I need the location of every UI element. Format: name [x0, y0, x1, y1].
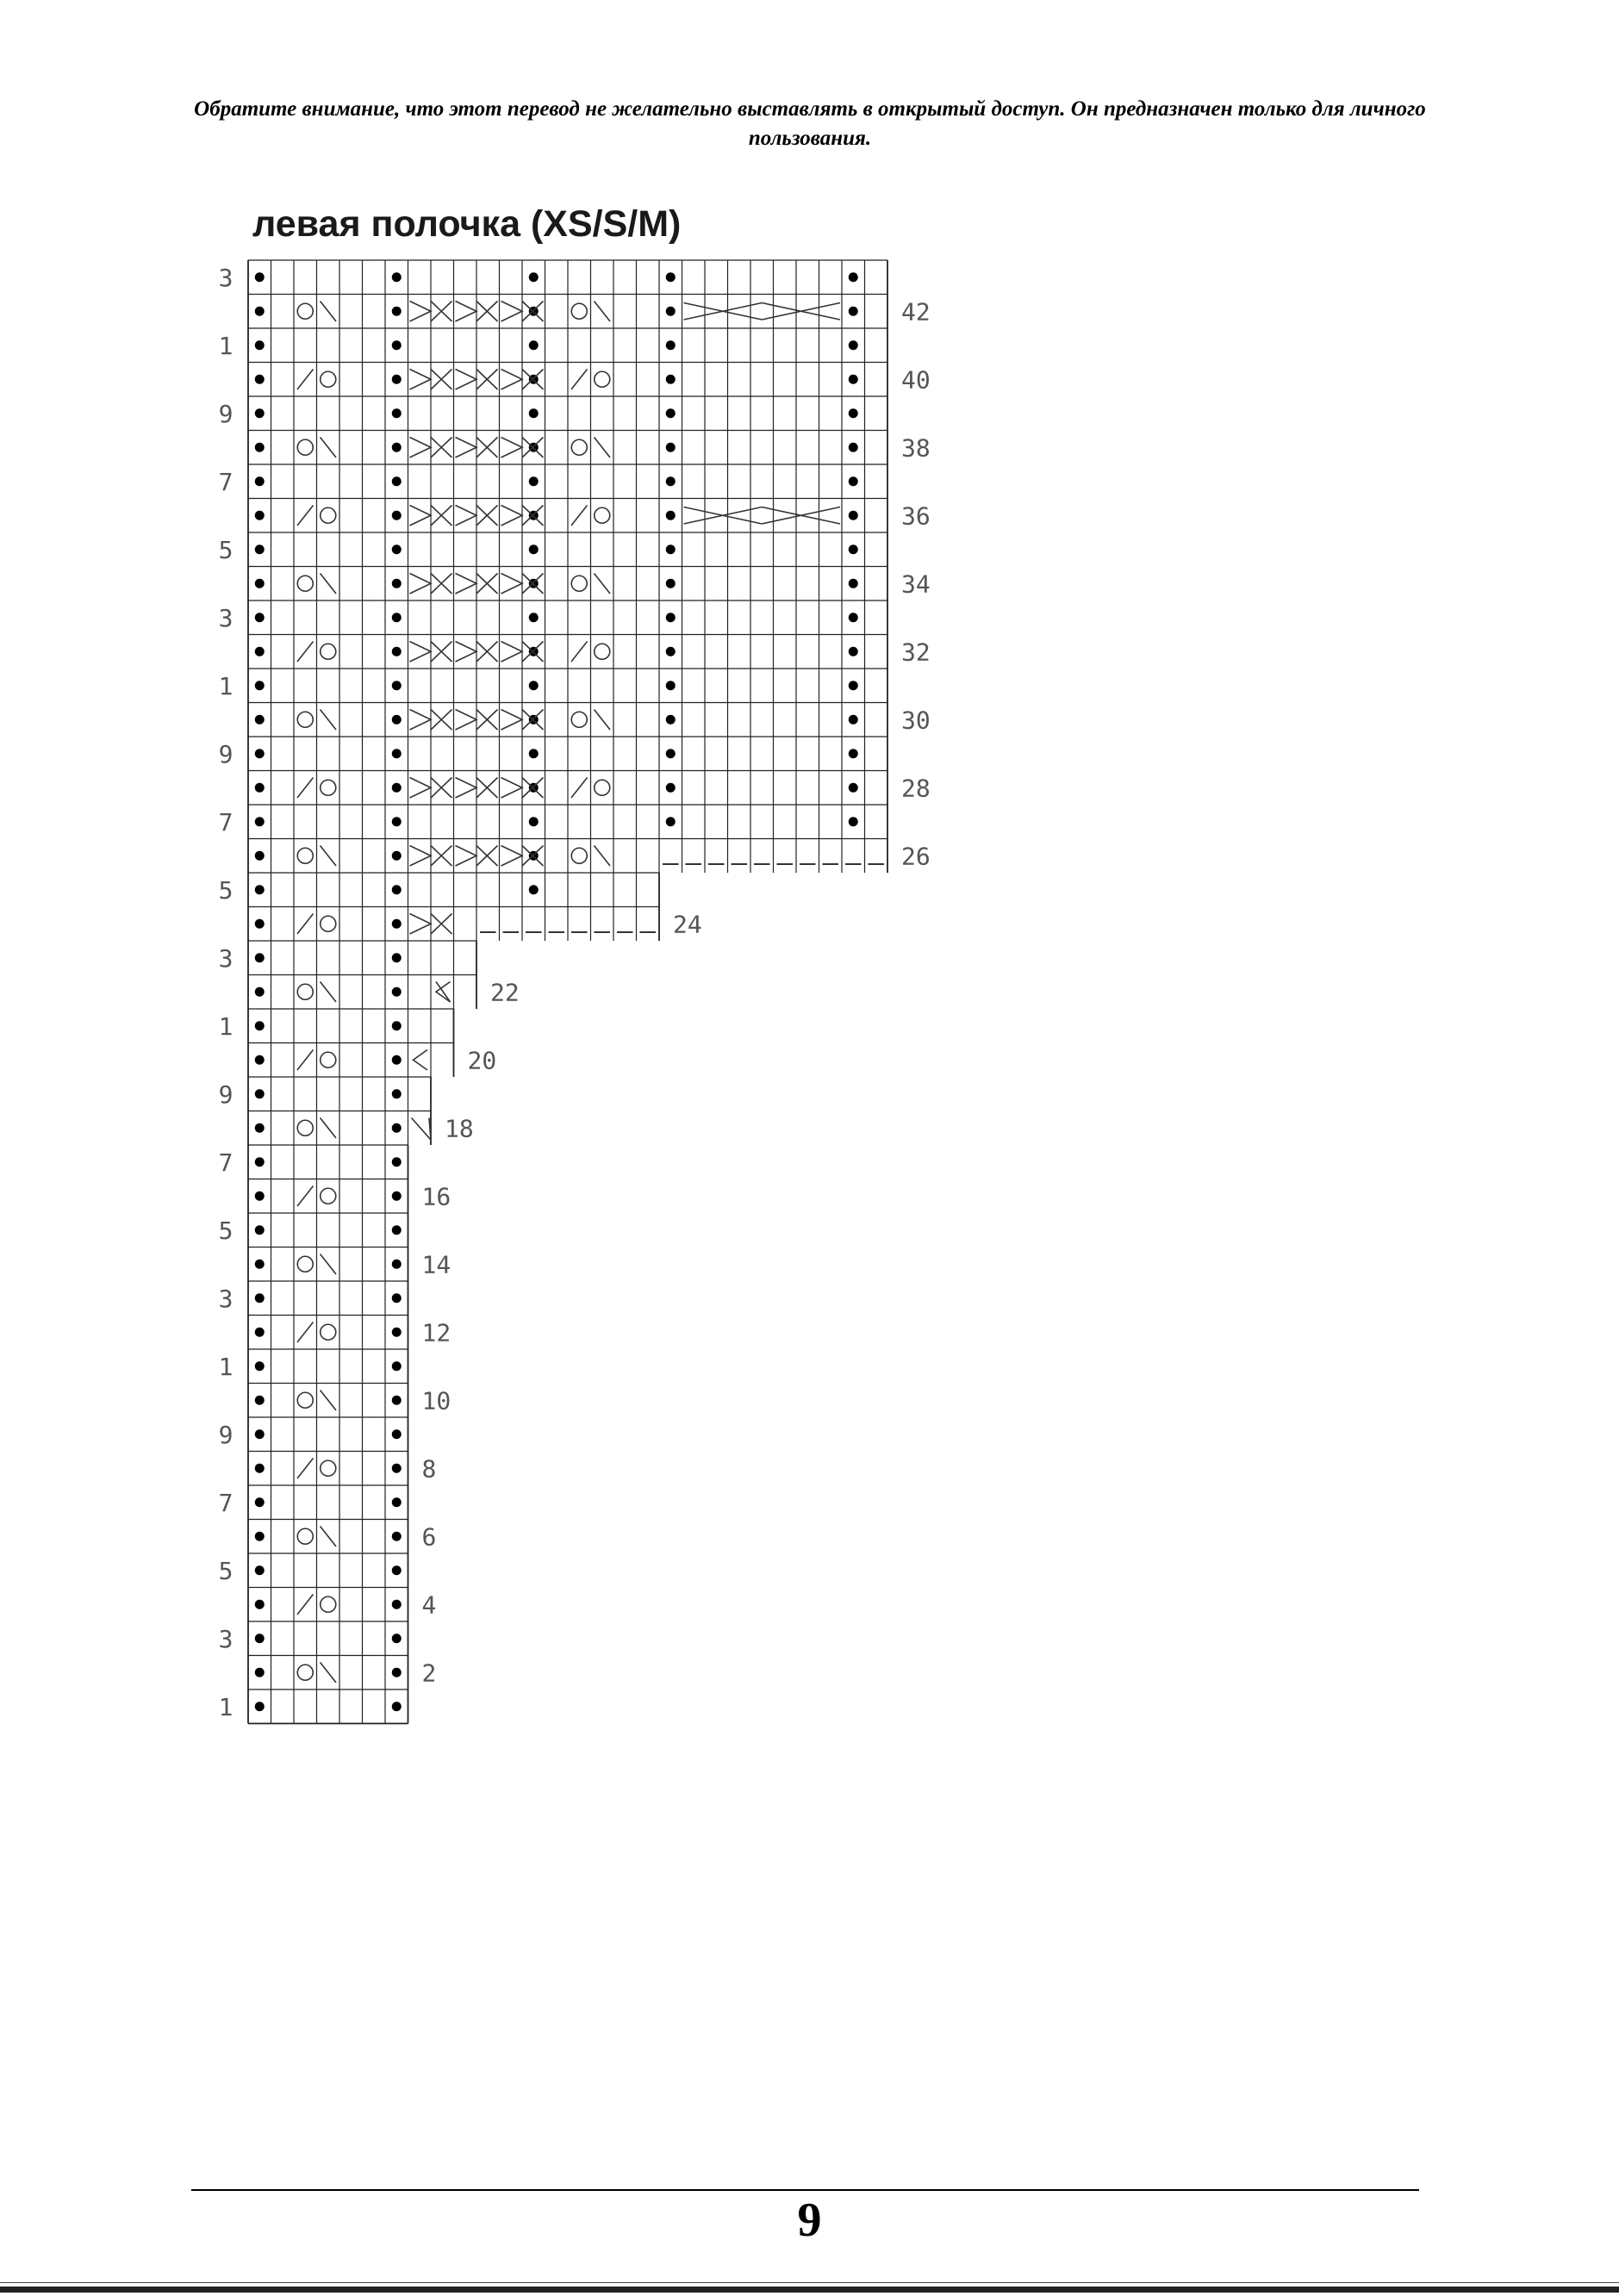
- yarn-over-circle: [571, 439, 587, 455]
- row-number-left: 7: [218, 1488, 234, 1517]
- purl-dot: [392, 1497, 402, 1507]
- purl-dot: [529, 681, 539, 690]
- yarn-over-circle: [297, 1664, 313, 1680]
- purl-dot: [255, 613, 265, 622]
- purl-dot: [529, 749, 539, 758]
- footer-rule: [191, 2189, 1419, 2191]
- ssk-backslash: [321, 574, 337, 594]
- purl-dot: [666, 443, 676, 452]
- cable-cross: [501, 506, 523, 526]
- purl-dot: [666, 307, 676, 316]
- purl-dot: [666, 340, 676, 350]
- purl-dot: [255, 1633, 265, 1643]
- purl-dot: [255, 919, 265, 929]
- row-number-left: 5: [218, 1216, 234, 1245]
- yarn-over-circle: [297, 576, 313, 591]
- purl-dot: [255, 1225, 265, 1235]
- k2tog-slash: [297, 1322, 314, 1343]
- cable-cross: [501, 846, 523, 867]
- row-number-right: 18: [445, 1114, 474, 1143]
- cable-cross: [456, 846, 477, 867]
- increase-mark: [414, 1050, 428, 1071]
- row-number-right: 26: [901, 842, 931, 871]
- ssk-backslash: [321, 438, 337, 458]
- increase-mark: [412, 1118, 432, 1141]
- purl-dot: [255, 1192, 265, 1201]
- purl-dot: [666, 408, 676, 418]
- cable-cross: [501, 302, 523, 322]
- purl-dot: [666, 375, 676, 384]
- purl-dot: [255, 1123, 265, 1133]
- purl-dot: [392, 851, 402, 861]
- purl-dot: [255, 1361, 265, 1371]
- purl-dot: [255, 408, 265, 418]
- purl-dot: [392, 1565, 402, 1575]
- purl-dot: [255, 681, 265, 690]
- row-number-left: 1: [218, 1011, 234, 1041]
- row-number-right: 30: [901, 706, 931, 735]
- cable-cross: [501, 370, 523, 390]
- purl-dot: [392, 817, 402, 826]
- purl-dot: [529, 613, 539, 622]
- purl-dot: [666, 647, 676, 656]
- purl-dot: [255, 1055, 265, 1065]
- cable-cross: [410, 370, 432, 390]
- purl-dot: [849, 408, 858, 418]
- purl-dot: [849, 681, 858, 690]
- purl-dot: [392, 1633, 402, 1643]
- k2tog-slash: [571, 370, 588, 390]
- purl-dot: [392, 579, 402, 588]
- purl-dot: [849, 783, 858, 793]
- purl-dot: [392, 476, 402, 486]
- purl-dot: [392, 1361, 402, 1371]
- k2tog-slash: [297, 914, 314, 935]
- purl-dot: [255, 1600, 265, 1609]
- purl-dot: [255, 1429, 265, 1439]
- purl-dot: [392, 953, 402, 962]
- yarn-over-circle: [321, 507, 336, 523]
- purl-dot: [255, 715, 265, 725]
- row-number-right: 12: [421, 1318, 451, 1347]
- increase-mark: [436, 982, 451, 1003]
- purl-dot: [392, 1293, 402, 1303]
- cable-cross: [410, 302, 432, 322]
- row-number-right: 14: [421, 1250, 451, 1279]
- row-number-right: 2: [421, 1658, 437, 1688]
- row-number-left: 7: [218, 807, 234, 837]
- row-number-left: 5: [218, 535, 234, 564]
- purl-dot: [255, 476, 265, 486]
- purl-dot: [392, 1600, 402, 1609]
- row-number-right: 16: [421, 1182, 451, 1211]
- purl-dot: [392, 1702, 402, 1711]
- ssk-backslash: [595, 846, 611, 867]
- purl-dot: [392, 919, 402, 929]
- k2tog-slash: [571, 506, 588, 526]
- cable-cross: [501, 574, 523, 594]
- yarn-over-circle: [297, 1528, 313, 1544]
- purl-dot: [392, 1192, 402, 1201]
- yarn-over-circle: [297, 1256, 313, 1272]
- purl-dot: [255, 1293, 265, 1303]
- ssk-backslash: [321, 1527, 337, 1547]
- purl-dot: [666, 613, 676, 622]
- purl-dot: [666, 681, 676, 690]
- purl-dot: [255, 1328, 265, 1337]
- yarn-over-circle: [297, 439, 313, 455]
- yarn-over-circle: [571, 712, 587, 727]
- purl-dot: [849, 476, 858, 486]
- ssk-backslash: [321, 302, 337, 322]
- cable-cross: [501, 710, 523, 731]
- purl-dot: [255, 579, 265, 588]
- yarn-over-circle: [571, 848, 587, 863]
- yarn-over-circle: [297, 984, 313, 999]
- purl-dot: [666, 476, 676, 486]
- purl-dot: [255, 851, 265, 861]
- purl-dot: [392, 1089, 402, 1098]
- cable-cross: [501, 778, 523, 799]
- purl-dot: [666, 749, 676, 758]
- purl-dot: [392, 1668, 402, 1677]
- purl-dot: [255, 375, 265, 384]
- yarn-over-circle: [321, 1596, 336, 1612]
- purl-dot: [392, 1328, 402, 1337]
- purl-dot: [392, 749, 402, 758]
- purl-dot: [255, 1157, 265, 1167]
- purl-dot: [392, 307, 402, 316]
- row-number-left: 9: [218, 1420, 234, 1449]
- cable-cross: [501, 438, 523, 458]
- purl-dot: [255, 1565, 265, 1575]
- purl-dot: [849, 511, 858, 520]
- yarn-over-circle: [297, 848, 313, 863]
- purl-dot: [255, 1702, 265, 1711]
- purl-dot: [392, 715, 402, 725]
- purl-dot: [255, 272, 265, 282]
- cable-cross: [410, 710, 432, 731]
- purl-dot: [392, 1123, 402, 1133]
- purl-dot: [849, 375, 858, 384]
- k2tog-slash: [297, 1050, 314, 1071]
- yarn-over-circle: [321, 1188, 336, 1204]
- row-number-left: 7: [218, 467, 234, 496]
- purl-dot: [255, 647, 265, 656]
- yarn-over-circle: [321, 780, 336, 795]
- purl-dot: [529, 340, 539, 350]
- purl-dot: [849, 544, 858, 554]
- purl-dot: [849, 715, 858, 725]
- cable-cross: [456, 778, 477, 799]
- ssk-backslash: [321, 1254, 337, 1275]
- k2tog-slash: [297, 778, 314, 799]
- cable-cross: [456, 302, 477, 322]
- purl-dot: [849, 340, 858, 350]
- cable-cross: [410, 506, 432, 526]
- row-number-right: 42: [901, 297, 931, 327]
- purl-dot: [392, 987, 402, 997]
- row-number-left: 9: [218, 1080, 234, 1109]
- row-number-right: 10: [421, 1386, 451, 1416]
- purl-dot: [849, 443, 858, 452]
- purl-dot: [666, 544, 676, 554]
- k2tog-slash: [571, 642, 588, 663]
- purl-dot: [255, 544, 265, 554]
- row-number-left: 7: [218, 1148, 234, 1177]
- cable-cross: [410, 574, 432, 594]
- cable-cross: [456, 642, 477, 663]
- row-number-right: 22: [490, 978, 520, 1007]
- cable-cross: [456, 574, 477, 594]
- k2tog-slash: [297, 1459, 314, 1479]
- row-number-left: 3: [218, 263, 234, 292]
- cable-cross: [410, 642, 432, 663]
- purl-dot: [666, 579, 676, 588]
- purl-dot: [666, 783, 676, 793]
- purl-dot: [392, 1157, 402, 1167]
- purl-dot: [529, 476, 539, 486]
- purl-dot: [392, 1532, 402, 1541]
- row-number-left: 9: [218, 739, 234, 768]
- ssk-backslash: [321, 710, 337, 731]
- yarn-over-circle: [321, 916, 336, 931]
- k2tog-slash: [297, 370, 314, 390]
- row-number-left: 3: [218, 1624, 234, 1653]
- yarn-over-circle: [297, 1120, 313, 1136]
- cable-cross: [456, 506, 477, 526]
- cable-cross: [456, 710, 477, 731]
- row-number-left: 5: [218, 875, 234, 905]
- cable-cross: [456, 438, 477, 458]
- notice-text: Обратите внимание, что этот перевод не желательно выставлять в открытый доступ. Он предназначен только для личного пользования.: [194, 97, 1426, 150]
- purl-dot: [666, 817, 676, 826]
- ssk-backslash: [595, 710, 611, 731]
- purl-dot: [849, 817, 858, 826]
- ssk-backslash: [595, 438, 611, 458]
- row-number-right: 8: [421, 1454, 437, 1484]
- purl-dot: [529, 817, 539, 826]
- purl-dot: [255, 511, 265, 520]
- purl-dot: [666, 715, 676, 725]
- yarn-over-circle: [595, 644, 610, 659]
- purl-dot: [392, 1260, 402, 1269]
- yarn-over-circle: [321, 644, 336, 659]
- yarn-over-circle: [321, 371, 336, 387]
- cable-cross: [501, 642, 523, 663]
- purl-dot: [529, 408, 539, 418]
- purl-dot: [255, 1021, 265, 1030]
- purl-dot: [255, 1497, 265, 1507]
- purl-dot: [255, 987, 265, 997]
- purl-dot: [392, 443, 402, 452]
- yarn-over-circle: [297, 712, 313, 727]
- purl-dot: [392, 272, 402, 282]
- row-number-right: 20: [467, 1046, 497, 1075]
- purl-dot: [529, 272, 539, 282]
- purl-dot: [255, 1089, 265, 1098]
- yarn-over-circle: [595, 780, 610, 795]
- purl-dot: [392, 1396, 402, 1405]
- chart-title: левая полочка (XS/S/M): [252, 203, 682, 245]
- row-number-right: 38: [901, 433, 931, 463]
- yarn-over-circle: [297, 1392, 313, 1408]
- purl-dot: [529, 885, 539, 894]
- purl-dot: [392, 544, 402, 554]
- row-number-left: 1: [218, 671, 234, 700]
- cable-cross: [410, 914, 432, 935]
- row-number-right: 6: [421, 1522, 437, 1552]
- k2tog-slash: [297, 1595, 314, 1615]
- purl-dot: [392, 681, 402, 690]
- bottom-border-thin: [0, 2282, 1619, 2283]
- purl-dot: [392, 1464, 402, 1473]
- row-number-left: 5: [218, 1556, 234, 1585]
- purl-dot: [849, 749, 858, 758]
- purl-dot: [255, 443, 265, 452]
- purl-dot: [666, 272, 676, 282]
- purl-dot: [392, 613, 402, 622]
- purl-dot: [255, 1260, 265, 1269]
- row-number-right: 28: [901, 774, 931, 803]
- k2tog-slash: [571, 778, 588, 799]
- bottom-border: [0, 2287, 1619, 2293]
- ssk-backslash: [321, 1663, 337, 1683]
- row-number-left: 9: [218, 399, 234, 428]
- k2tog-slash: [297, 1186, 314, 1207]
- purl-dot: [392, 408, 402, 418]
- purl-dot: [392, 1429, 402, 1439]
- row-number-left: 3: [218, 1284, 234, 1313]
- purl-dot: [255, 1396, 265, 1405]
- row-number-left: 3: [218, 603, 234, 632]
- purl-dot: [392, 375, 402, 384]
- purl-dot: [255, 307, 265, 316]
- purl-dot: [255, 783, 265, 793]
- k2tog-slash: [297, 506, 314, 526]
- row-number-right: 36: [901, 501, 931, 531]
- purl-dot: [392, 1055, 402, 1065]
- cable-cross: [456, 370, 477, 390]
- purl-dot: [255, 749, 265, 758]
- row-number-left: 1: [218, 331, 234, 360]
- yarn-over-circle: [321, 1460, 336, 1476]
- purl-dot: [255, 1464, 265, 1473]
- purl-dot: [849, 647, 858, 656]
- purl-dot: [529, 544, 539, 554]
- purl-dot: [392, 1021, 402, 1030]
- purl-dot: [392, 783, 402, 793]
- row-number-left: 1: [218, 1692, 234, 1721]
- row-number-right: 4: [421, 1590, 437, 1620]
- ssk-backslash: [595, 574, 611, 594]
- yarn-over-circle: [321, 1052, 336, 1067]
- k2tog-slash: [297, 642, 314, 663]
- ssk-backslash: [321, 846, 337, 867]
- purl-dot: [392, 885, 402, 894]
- row-number-left: 3: [218, 943, 234, 973]
- purl-dot: [255, 1668, 265, 1677]
- ssk-backslash: [321, 1118, 337, 1139]
- cable-cross: [410, 778, 432, 799]
- ssk-backslash: [595, 302, 611, 322]
- purl-dot: [849, 307, 858, 316]
- yarn-over-circle: [321, 1324, 336, 1340]
- purl-dot: [255, 340, 265, 350]
- row-number-right: 34: [901, 569, 931, 599]
- page-number: 9: [797, 2193, 822, 2247]
- yarn-over-circle: [595, 507, 610, 523]
- ssk-backslash: [321, 1391, 337, 1411]
- purl-dot: [255, 953, 265, 962]
- purl-dot: [849, 613, 858, 622]
- yarn-over-circle: [571, 303, 587, 319]
- yarn-over-circle: [571, 576, 587, 591]
- purl-dot: [392, 511, 402, 520]
- row-number-right: 40: [901, 365, 931, 395]
- purl-dot: [849, 272, 858, 282]
- purl-dot: [255, 885, 265, 894]
- row-number-right: 24: [673, 910, 702, 939]
- ssk-backslash: [321, 982, 337, 1003]
- purl-dot: [255, 817, 265, 826]
- row-number-right: 32: [901, 638, 931, 667]
- purl-dot: [392, 340, 402, 350]
- purl-dot: [392, 1225, 402, 1235]
- purl-dot: [392, 647, 402, 656]
- cable-cross: [410, 438, 432, 458]
- purl-dot: [849, 579, 858, 588]
- yarn-over-circle: [297, 303, 313, 319]
- purl-dot: [255, 1532, 265, 1541]
- cable-cross: [410, 846, 432, 867]
- yarn-over-circle: [595, 371, 610, 387]
- purl-dot: [666, 511, 676, 520]
- row-number-left: 1: [218, 1352, 234, 1381]
